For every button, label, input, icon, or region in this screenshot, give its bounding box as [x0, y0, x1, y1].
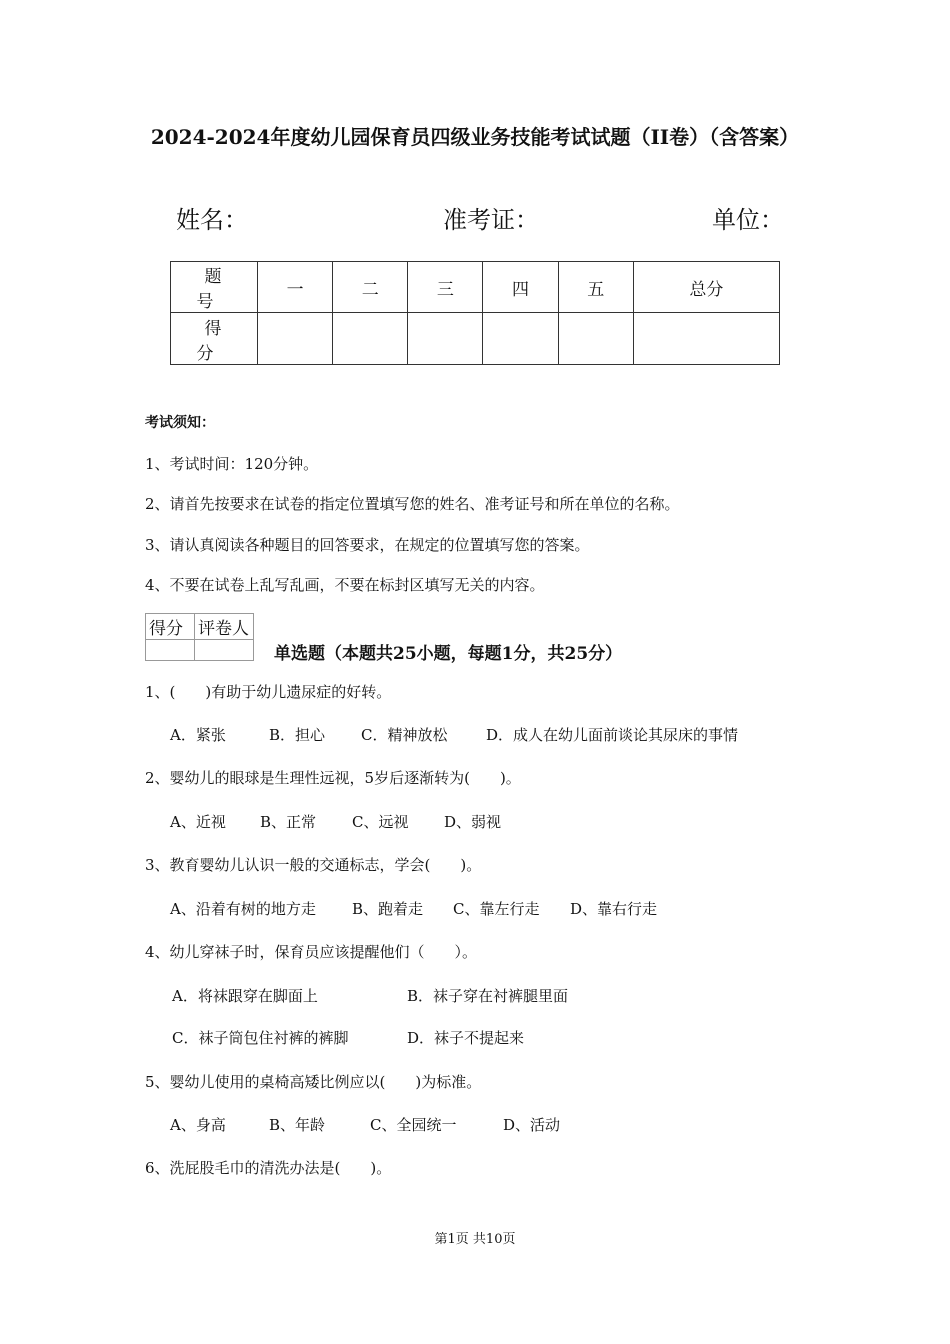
q3-option-b: B、跑着走 — [352, 900, 424, 918]
score-header-label: 题 号 — [171, 262, 258, 313]
score-header-cell: 一 — [258, 262, 333, 313]
score-table-score-row — [171, 313, 780, 365]
q3-option-a: A、沿着有树的地方走 — [170, 900, 316, 918]
q5-option-a: A、身高 — [170, 1116, 226, 1134]
q1-option-b: B．担心 — [269, 726, 326, 744]
q2-option-a: A、近视 — [170, 813, 226, 831]
notice-item: 2、请首先按要求在试卷的指定位置填写您的姓名、准考证号和所在单位的名称。 — [145, 495, 680, 513]
grader-reviewer-label: 评卷人 — [195, 614, 254, 640]
notice-item: 3、请认真阅读各种题目的回答要求，在规定的位置填写您的答案。 — [145, 536, 590, 554]
notice-item: 4、不要在试卷上乱写乱画，不要在标封区填写无关的内容。 — [145, 576, 545, 594]
score-table — [170, 261, 780, 365]
score-header-cell: 二 — [333, 262, 408, 313]
grader-score-label: 得分 — [146, 614, 195, 640]
notice-item: 1、考试时间：120分钟。 — [145, 455, 319, 473]
q2-option-d: D、弱视 — [444, 813, 502, 831]
q4-option-b: B．袜子穿在衬裤腿里面 — [407, 987, 569, 1005]
q5-option-b: B、年龄 — [269, 1116, 326, 1134]
notice-title: 考试须知： — [145, 415, 215, 431]
grader-score-cell — [146, 640, 195, 661]
score-header-cell: 五 — [558, 262, 633, 313]
q1-option-a: A．紧张 — [170, 726, 226, 744]
page-title: 2024-2024年度幼儿园保育员四级业务技能考试试题（II卷）（含答案） — [150, 125, 800, 149]
score-cell — [483, 313, 558, 365]
q4-option-d: D．袜子不提起来 — [407, 1029, 525, 1047]
grader-reviewer-cell — [195, 640, 254, 661]
question-1: 1、( )有助于幼儿遗尿症的好转。 — [145, 683, 392, 701]
q2-option-c: C、远视 — [352, 813, 409, 831]
score-cell — [408, 313, 483, 365]
score-header-cell: 总分 — [633, 262, 779, 313]
question-6: 6、洗屁股毛巾的清洗办法是( )。 — [145, 1159, 392, 1177]
score-header-cell: 四 — [483, 262, 558, 313]
section-title: 单选题（本题共25小题，每题1分，共25分） — [274, 644, 623, 664]
score-row-label: 得 分 — [171, 313, 258, 365]
question-5: 5、婴幼儿使用的桌椅高矮比例应以( )为标准。 — [145, 1073, 482, 1091]
q3-option-c: C、靠左行走 — [453, 900, 540, 918]
grader-box — [145, 613, 254, 661]
score-cell — [633, 313, 779, 365]
page-footer: 第1页 共10页 — [434, 1232, 516, 1247]
name-field-label: 姓名： — [176, 206, 248, 234]
q1-option-d: D．成人在幼儿面前谈论其尿床的事情 — [486, 726, 739, 744]
score-header-cell: 三 — [408, 262, 483, 313]
q1-option-c: C．精神放松 — [361, 726, 448, 744]
q5-option-d: D、活动 — [503, 1116, 561, 1134]
exam-id-field-label: 准考证： — [443, 206, 539, 234]
question-2: 2、婴幼儿的眼球是生理性远视，5岁后逐渐转为( )。 — [145, 769, 521, 787]
score-table-header-row — [171, 262, 780, 313]
q4-option-c: C．袜子筒包住衬裤的裤脚 — [172, 1029, 349, 1047]
unit-field-label: 单位： — [712, 206, 784, 234]
q2-option-b: B、正常 — [260, 813, 317, 831]
score-cell — [333, 313, 408, 365]
question-3: 3、教育婴幼儿认识一般的交通标志，学会( )。 — [145, 856, 482, 874]
q5-option-c: C、全园统一 — [370, 1116, 457, 1134]
question-4: 4、幼儿穿袜子时，保育员应该提醒他们（ ）。 — [145, 943, 478, 961]
q4-option-a: A．将袜跟穿在脚面上 — [172, 987, 318, 1005]
q3-option-d: D、靠右行走 — [570, 900, 658, 918]
score-cell — [558, 313, 633, 365]
